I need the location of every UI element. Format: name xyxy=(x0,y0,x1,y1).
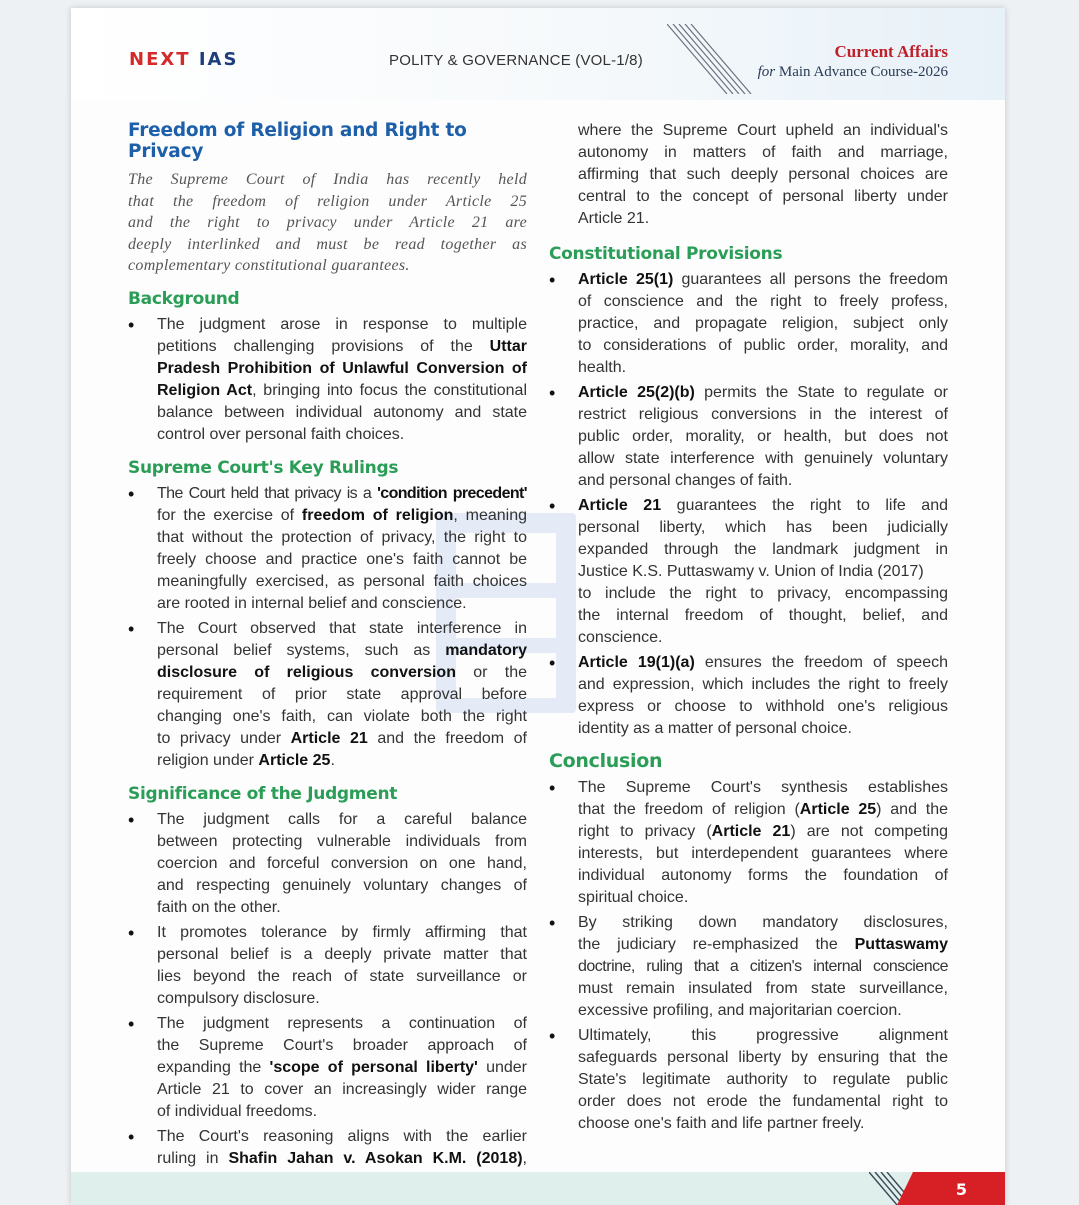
list-item: • Article 21 guarantees the right to life and personal liberty, which has been judicially expanded through the landmark judgment in Justice K.S. Puttaswamy v. Union of India (2017) to include the right to privacy, encompassing the internal freedom of thought, belief, and conscience. xyxy=(549,495,948,649)
list-item: • Article 25(2)(b) permits the State to regulate or restrict religious conversions in the interest of public order, morality, or health, but does not allow state interference with genuinely voluntary and personal changes of faith. xyxy=(549,382,948,492)
document-page xyxy=(71,8,1005,1205)
right-column xyxy=(549,120,948,1138)
page-footer xyxy=(71,1172,1005,1205)
footer-accent-bar xyxy=(897,1172,1005,1205)
current-affairs-title: Current Affairs xyxy=(834,42,948,61)
header-subject: POLITY & GOVERNANCE (VOL-1/8) xyxy=(389,52,643,69)
list-item: • The Court observed that state interference in personal belief systems, such as mandatory disclosure of religious conversion or the requirement of prior state approval before changing one's faith, can violate both the right to privacy under Article 21 and the freedom of religion under Article 25. xyxy=(128,618,527,772)
section-heading-conclusion: Conclusion xyxy=(549,750,663,772)
list-item: • Ultimately, this progressive alignment safeguards personal liberty by ensuring that the State's legitimate authority to regulate public order does not erode the fundamental right to choose one's faith and life partner freely. xyxy=(549,1025,948,1135)
section-heading-background: Background xyxy=(128,288,240,309)
conclusion-list xyxy=(549,777,948,1135)
list-item: • The judgment arose in response to multiple petitions challenging provisions of the Uttar Pradesh Prohibition of Unlawful Conversion of Religion Act, bringing into focus the constitutional balance between individual autonomy and state control over personal faith choices. xyxy=(128,314,527,446)
header-stripes-decoration xyxy=(667,24,757,94)
section-heading-significance: Significance of the Judgment xyxy=(128,783,398,804)
section-heading-provisions: Constitutional Provisions xyxy=(549,244,783,264)
page-number: 5 xyxy=(955,1180,967,1199)
rulings-list xyxy=(128,483,527,772)
list-item: • It promotes tolerance by firmly affirming that personal belief is a deeply private matter that lies beyond the reach of state surveillance or compulsory disclosure. xyxy=(128,922,527,1010)
significance-list xyxy=(128,809,527,1170)
list-item: • By striking down mandatory disclosures, the judiciary re-emphasized the Puttaswamy doctrine, ruling that a citizen's internal conscience must remain insulated from state surveillance, excessive profiling, and majoritarian coercion. xyxy=(549,912,948,1022)
list-item: • The Court's reasoning aligns with the earlier ruling in Shafin Jahan v. Asokan K.M. (2018), xyxy=(128,1126,527,1170)
list-item: • The Court held that privacy is a 'condition precedent' for the exercise of freedom of religion, meaning that without the protection of privacy, the right to freely choose and practice one's faith cannot be meaningfully exercised, as personal faith choices are rooted in internal belief and conscience. xyxy=(128,483,527,615)
course-subtitle: for Main Advance Course-2026 xyxy=(757,64,948,80)
left-column xyxy=(128,120,527,1173)
next-ias-logo: NEXT IAS xyxy=(129,49,239,70)
background-list xyxy=(128,314,527,446)
list-item: • The judgment calls for a careful balance between protecting vulnerable individuals from coercion and forceful conversion on one hand, and respecting genuinely voluntary changes of faith on the other. xyxy=(128,809,527,919)
continued-paragraph: where the Supreme Court upheld an individual's autonomy in matters of faith and marriage, affirming that such deeply personal choices are central to the concept of personal liberty under Article 21. xyxy=(578,122,948,227)
list-item: • The judgment represents a continuation of the Supreme Court's broader approach of expanding the 'scope of personal liberty' under Article 21 to cover an increasingly wider range of individual freedoms. xyxy=(128,1013,527,1123)
article-lead: The Supreme Court of India has recently held that the freedom of religion under Article 25 and the right to privacy under Article 21 are deeply interlinked and must be read together as complementary constitutional guarantees. xyxy=(128,171,527,274)
list-item: • Article 25(1) guarantees all persons the freedom of conscience and the right to freely profess, practice, and propagate religion, subject only to considerations of public order, morality, and health. xyxy=(549,269,948,379)
section-heading-rulings: Supreme Court's Key Rulings xyxy=(128,457,399,478)
list-item: • The Supreme Court's synthesis establishes that the freedom of religion (Article 25) and the right to privacy (Article 21) are not competing interests, but interdependent guarantees where individual autonomy forms the foundation of spiritual choice. xyxy=(549,777,948,909)
list-item: • Article 19(1)(a) ensures the freedom of speech and expression, which includes the right to freely express or choose to withhold one's religious identity as a matter of personal choice. xyxy=(549,652,948,740)
page-header xyxy=(71,8,1005,100)
provisions-list xyxy=(549,269,948,740)
article-title: Freedom of Religion and Right to Privacy xyxy=(128,120,467,162)
